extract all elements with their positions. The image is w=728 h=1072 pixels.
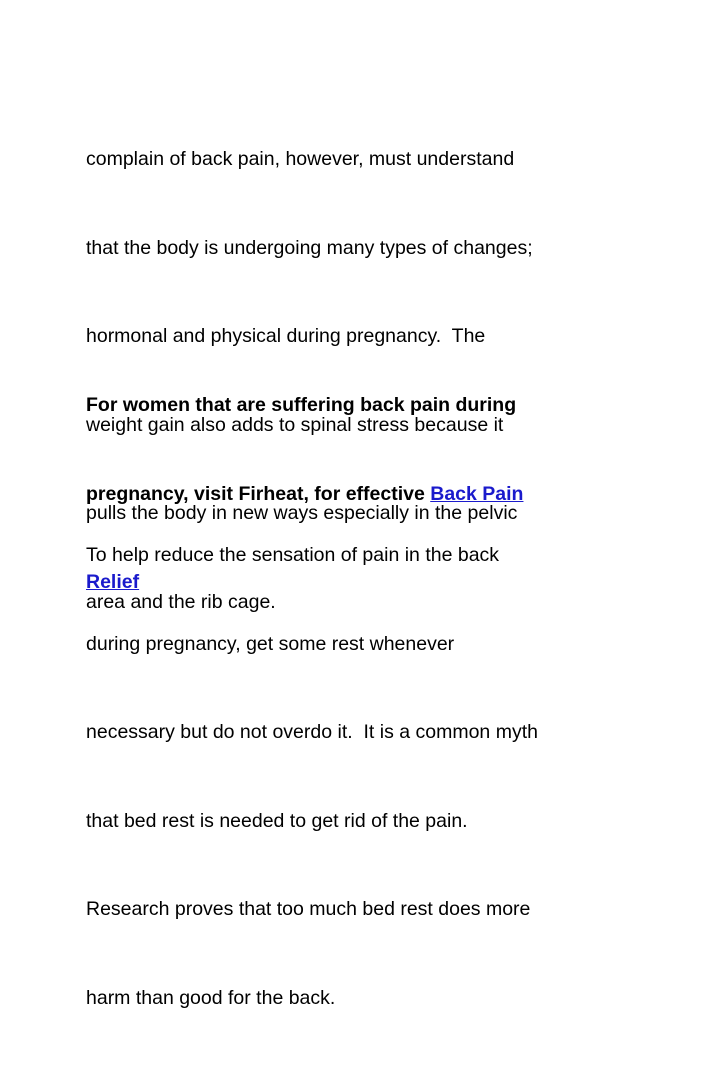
back-pain-relief-link-part1[interactable]: Back Pain	[430, 482, 524, 505]
text-line: Research proves that too much bed rest does more	[86, 898, 531, 920]
text-line: that the body is undergoing many types of changes;	[86, 236, 533, 259]
promo-text: pregnancy, visit Firheat, for effective	[86, 482, 431, 505]
text-line: that bed rest is needed to get rid of the pain.	[86, 809, 468, 832]
text-line: necessary but do not overdo it. It is a common myth	[86, 721, 538, 743]
text-line: area and the rib cage.	[86, 590, 276, 613]
text-line: weight gain also adds to spinal stress because it	[86, 413, 504, 436]
text-line: To help reduce the sensation of pain in the back	[86, 544, 500, 566]
back-pain-relief-link-part2[interactable]: Relief	[86, 571, 140, 593]
text-line: harm than good for the back.	[86, 986, 336, 1009]
text-line: hormonal and physical during pregnancy. The	[86, 325, 486, 347]
text-line: For women that are suffering back pain during	[86, 394, 517, 416]
text-line: pulls the body in new ways especially in the pelvic	[86, 502, 518, 524]
text-line: during pregnancy, get some rest whenever	[86, 632, 455, 655]
text-line: complain of back pain, however, must understand	[86, 148, 515, 170]
paragraph-rest-advice	[86, 482, 538, 1072]
